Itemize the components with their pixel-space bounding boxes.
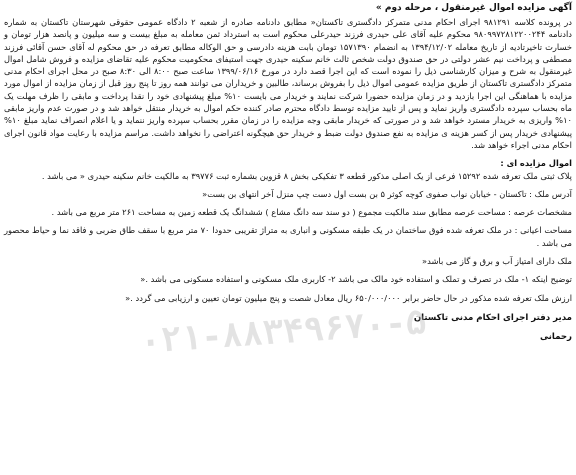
signature-name: رحمانی	[539, 331, 572, 342]
property-utilities: ملک دارای امتیاز آب و برق و گاز می باشد«	[422, 256, 572, 267]
property-address: آدرس ملک : تاکستان - خیابان نواب صفوی کوچه کوثر ۵ بن بست اول دست چپ منزل آخر انتهای بن بست«	[202, 188, 572, 199]
property-valuation: ارزش ملک تعرفه شده مذکور در حال حاضر برابر ۶۵۰/۰۰۰/۰۰۰ ریال معادل شصت و پنج میلیون تومان تعیین و ارزیابی می گردد .«	[125, 292, 572, 303]
signature-title: مدیر دفتر اجرای احکام مدنی تاکستان	[413, 312, 572, 323]
phone-watermark: ۰۲۱-۸۸۳۴۹۶۷۰-۵	[138, 302, 428, 362]
property-building-specs: مساحت اعیانی : در ملک تعرفه شده فوق ساختمان در یک طبقه مسکونی و انباری به متراژ تقریبی حدودا ۷۰ متر مربع با سقف طاق ضربی و فاقد نما و حیاط محصور می باشد .	[4, 225, 572, 248]
property-plate: پلاک ثبتی ملک تعرفه شده ۱۵۲۹۲ فرعی از یک اصلی مذکور قطعه ۳ تفکیکی بخش ۸ قزوین بشماره ثبت ۳۹۷۷۶ به مالکیت خانم سکینه حیدری « می باشد .	[41, 170, 572, 181]
items-heading: اموال مزایده ای :	[500, 158, 572, 169]
property-notes: توضیح اینکه ۱- ملک در تصرف و تملک و استفاده خود مالک می باشد ۲- کاربری ملک مسکونی و استفاده مسکونی می باشد .«	[140, 274, 572, 285]
notice-title: آگهی مزایده اموال غیرمنقول ، مرحله دوم »	[375, 3, 572, 13]
notice-intro: در پرونده کلاسه ۹۸۱۲۹۱ اجرای احکام مدنی متمرکز دادگستری تاکستان« مطابق دادنامه صادره از شعبه ۲ دادگاه عمومی حقوقی شهرستان تاکستان به شماره دادنامه ۹۸۰۹۹۷۲۸۱۲۲۰۰۲۴۴ محکوم علیه آقای علی حیدری فرزند حیدرعلی محکوم است به استرداد ثمن معامله به مبلغ بیست و سه میلیون و پانصد هزار تومان و خسارت تاخیرتادیه از تاریخ معامله ۱۳۹۴/۱۲/۰۲ به انضمام ۱۵۷۱۳۹۰ تومان بابت هزینه دادرسی و حق الوکاله مطابق تعرفه در حق محکوم له آقای حسن آقائی فرزند مصطفی و پرداخت نیم عشر دولتی در حق صندوق دولت شخص ثالث خانم سکینه حیدری جهت استیفای محکومیت محکوم علیه تقاضای مزایده و فروش شامل اموال غیرمنقول به شرح و میزان کارشناسی ذیل را نموده است که این اجرا قصد دارد در مورخ ۱۳۹۹/۰۶/۱۶ ساعت صبح ۸:۰۰ الی ۸:۳۰ صبح در محل اجرای احکام مدنی متمرکز دادگستری تاکستان از طریق مزایده عمومی اموال ذیل را بفروش برساند، طالبین و خریداران می توانند همه روز تا پنج روز قبل از زمان مزایده از اموال مورد مزایده با هماهنگی این اجرا بازدید و در زمان مزایده حضورا شرکت نمایند و خریدار می بایست ۱۰% مبلغ پیشنهادی خود را نقدا پرداخت و مابقی را ظرف مهلت یک ماه بحساب سپرده دادگستری واریز نماید و پس از تایید مزایده توسط دادگاه محترم صادر کننده حکم اموال به خریدار منتقل خواهد شد و در صورت عدم واریز مابقی ۱۰% واریزی به خریدار مسترد خواهد شد و در صورتی که خریدار مابقی وجه مزایده را در زمان مقرر بحساب سپرده واریز ننماید و یا اعلام انصراف نماید مبلغ ۱۰% پیشنهادی خریدار پس از کسر هزینه ی مزایده به نفع صندوق دولت ضبط و خریدار حق هیچگونه اعتراضی را نخواهد داشت. مراسم مزایده با رعایت مواد قانون اجرای احکام مدنی اجراء خواهد شد.	[4, 17, 573, 150]
property-land-specs: مشخصات عرصه : مساحت عرصه مطابق سند مالکیت مجموع ( دو سند سه دانگ مشاع ) ششدانگ یک قطعه زمین به مساحت ۲۶۱ متر مربع می باشد .	[51, 207, 572, 218]
